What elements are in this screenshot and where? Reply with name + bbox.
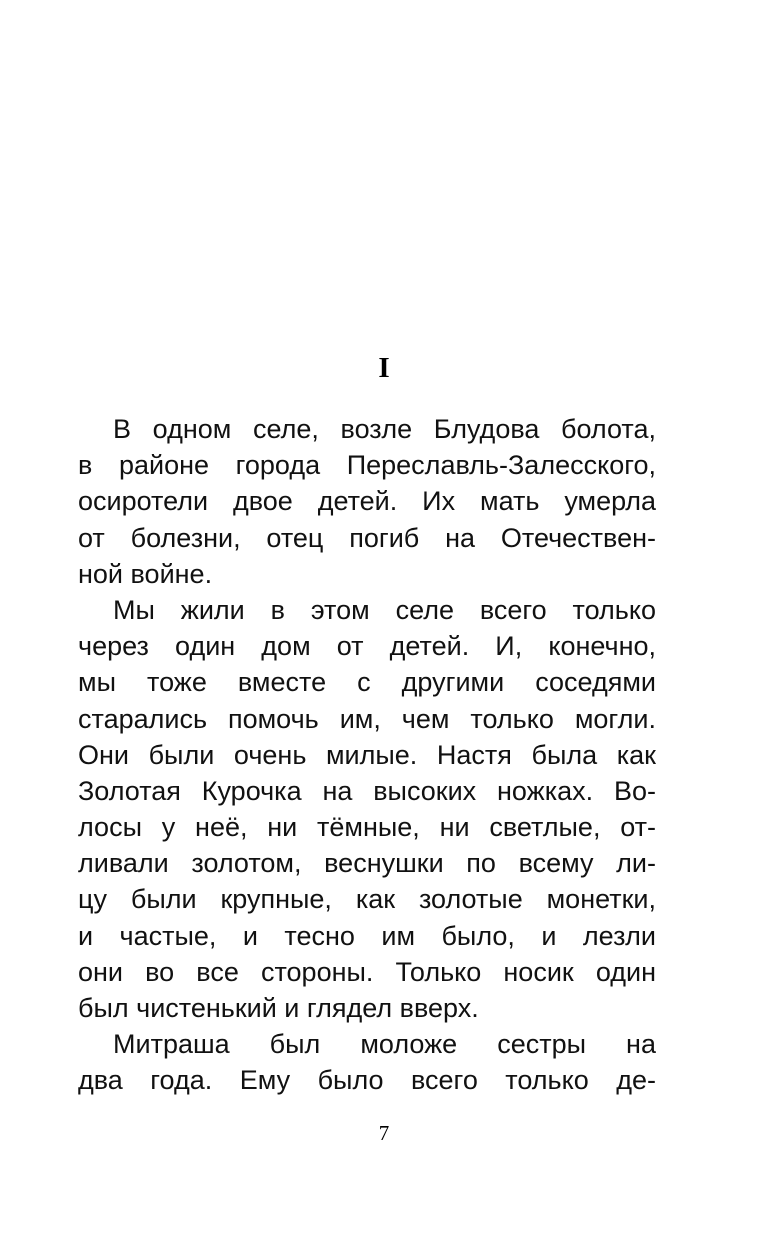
text-line: мы тоже вместе с другими соседями <box>78 667 656 698</box>
text-line: В одном селе, возле Блудова болота, <box>113 414 656 444</box>
text-line: был чистенький и глядел вверх. <box>78 993 479 1023</box>
text-line: два года. Ему было всего только де- <box>78 1065 656 1096</box>
text-line: осиротели двое детей. Их мать умерла <box>78 486 656 517</box>
chapter-heading: I <box>378 352 390 384</box>
text-line: через один дом от детей. И, конечно, <box>78 631 656 662</box>
text-line: Митраша был моложе сестры на <box>113 1029 656 1060</box>
text-line: ной войне. <box>78 558 213 589</box>
page-number: 7 <box>378 1121 390 1145</box>
text-line: ливали золотом, веснушки по всему ли- <box>78 848 656 879</box>
text-line: Золотая Курочка на высоких ножках. Во- <box>78 775 656 806</box>
body-text <box>78 411 656 1099</box>
text-line: в районе города Переславль-Залесского, <box>78 450 656 481</box>
text-line: старались помочь им, чем только могли. <box>78 703 656 734</box>
text-line: цу были крупные, как золотые монетки, <box>78 884 656 915</box>
text-line: и частые, и тесно им было, и лезли <box>78 920 656 951</box>
text-line: они во все стороны. Только носик один <box>78 956 656 987</box>
text-line: от болезни, отец погиб на Отечествен- <box>78 522 656 553</box>
text-line: лосы у неё, ни тёмные, ни светлые, от- <box>78 812 656 843</box>
text-line: Мы жили в этом селе всего только <box>113 594 656 625</box>
text-line: Они были очень милые. Настя была как <box>78 739 656 770</box>
